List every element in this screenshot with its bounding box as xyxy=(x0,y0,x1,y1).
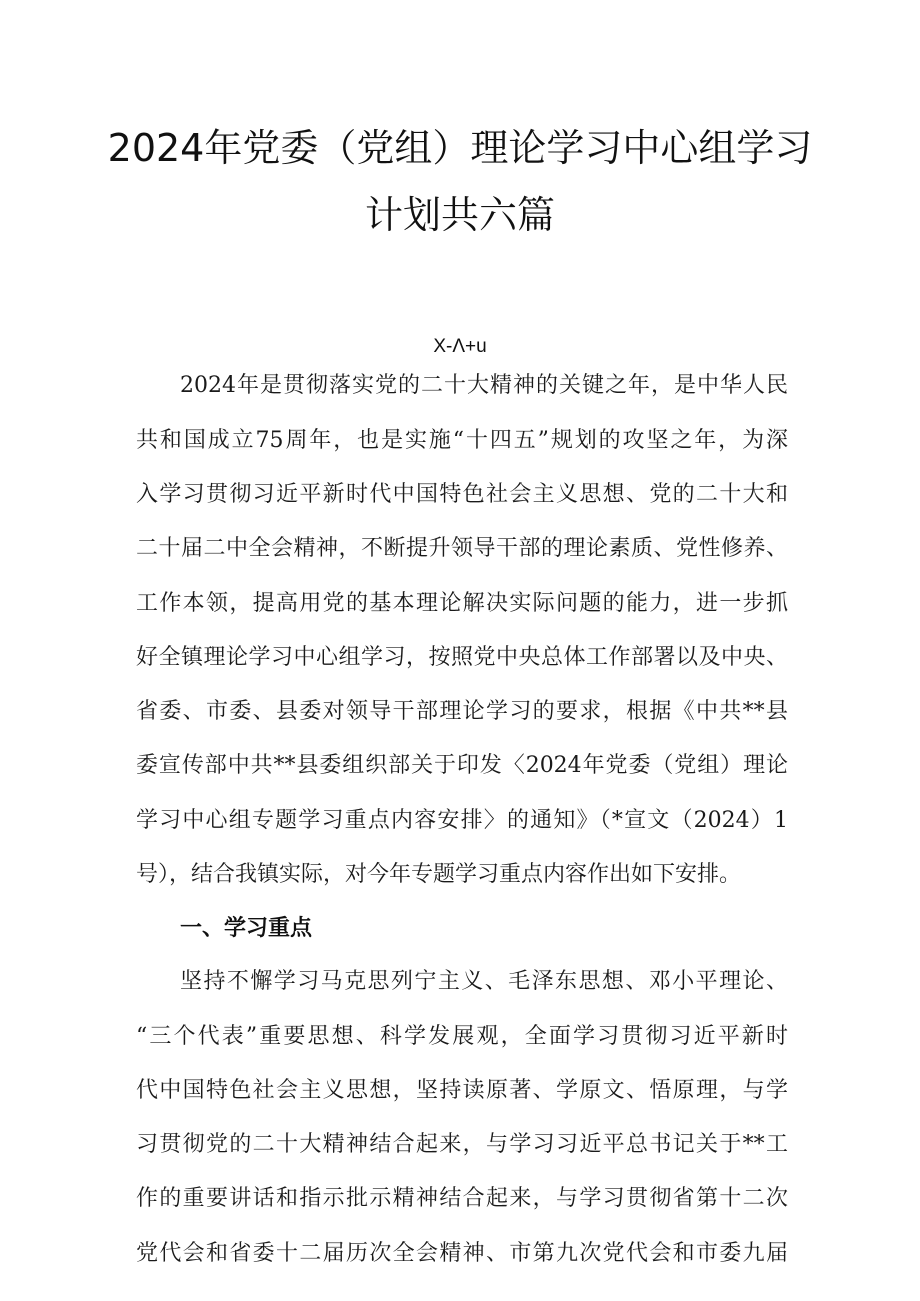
paragraph2-line-3: 代中国特色社会主义思想，坚持读原著、学原文、悟原理，与学 xyxy=(136,1078,788,1103)
paragraph2-line-5: 作的重要讲话和指示批示精神结合起来，与学习贯彻省第十二次 xyxy=(136,1186,788,1211)
section-heading-1: 一、学习重点 xyxy=(180,916,313,941)
paragraph1-line-9: 学习中心组专题学习重点内容安排〉的通知》（*宣文（2024）1 xyxy=(136,808,788,833)
paragraph1-line-5: 工作本领，提高用党的基本理论解决实际问题的能力，进一步抓 xyxy=(136,591,788,616)
paragraph1-line-1: 2024年是贯彻落实党的二十大精神的关键之年，是中华人民 xyxy=(180,373,788,398)
document-title-line-2: 计划共六篇 xyxy=(364,193,555,237)
paragraph1-line-4: 二十届二中全会精神，不断提升领导干部的理论素质、党性修养、 xyxy=(136,536,788,561)
paragraph1-line-7: 省委、市委、县委对领导干部理论学习的要求，根据《中共**县 xyxy=(136,699,788,724)
paragraph1-line-3: 入学习贯彻习近平新时代中国特色社会主义思想、党的二十大和 xyxy=(136,482,788,507)
paragraph1-line-6: 好全镇理论学习中心组学习，按照党中央总体工作部署以及中央、 xyxy=(136,645,788,670)
paragraph2-line-4: 习贯彻党的二十大精神结合起来，与学习习近平总书记关于**工 xyxy=(136,1132,788,1157)
paragraph2-line-1: 坚持不懈学习马克思列宁主义、毛泽东思想、邓小平理论、 xyxy=(180,969,788,994)
document-title-line-1: 2024年党委（党组）理论学习中心组学习 xyxy=(107,126,813,170)
paragraph1-line-2: 共和国成立75周年，也是实施“十四五”规划的攻坚之年，为深 xyxy=(136,428,788,453)
document-subtitle: X-Λ+u xyxy=(433,336,487,357)
paragraph2-line-2: “三个代表”重要思想、科学发展观，全面学习贯彻习近平新时 xyxy=(136,1024,788,1049)
paragraph1-line-10: 号），结合我镇实际，对今年专题学习重点内容作出如下安排。 xyxy=(136,862,742,887)
paragraph1-line-8: 委宣传部中共**县委组织部关于印发〈2024年党委（党组）理论 xyxy=(136,753,788,778)
paragraph2-line-6: 党代会和省委十二届历次全会精神、市第九次党代会和市委九届 xyxy=(136,1241,788,1266)
